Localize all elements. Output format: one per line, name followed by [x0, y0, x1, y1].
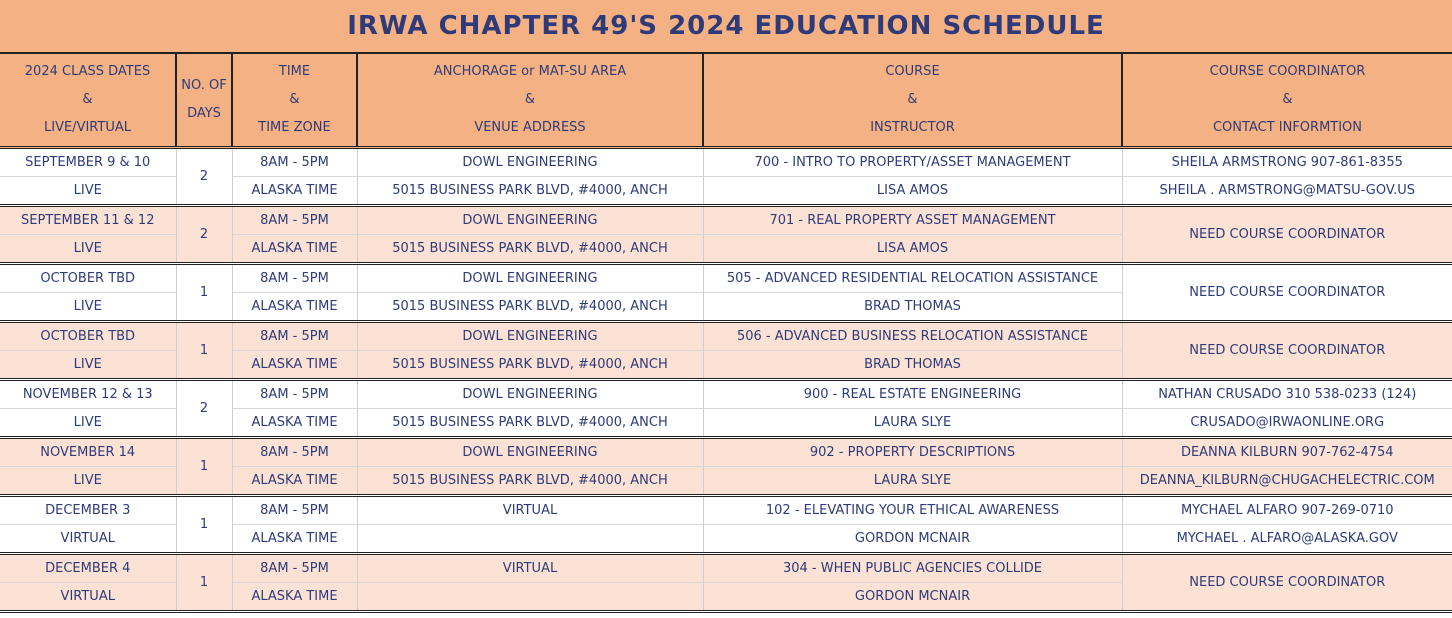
- day-count: 1: [176, 496, 232, 554]
- day-count: 2: [176, 148, 232, 206]
- header-time: [232, 54, 357, 148]
- header-dates-line2: &: [82, 92, 93, 107]
- header-coordinator-line1: COURSE COORDINATOR: [1209, 64, 1366, 79]
- instructor-name: LISA AMOS: [703, 177, 1122, 206]
- instructor-name: BRAD THOMAS: [703, 293, 1122, 322]
- class-date: OCTOBER TBD: [0, 322, 176, 351]
- header-venue-line3: VENUE ADDRESS: [474, 120, 586, 135]
- venue-address: 5015 BUSINESS PARK BLVD, #4000, ANCH: [357, 293, 703, 322]
- class-time: 8AM - 5PM: [232, 496, 357, 525]
- course-name: 304 - WHEN PUBLIC AGENCIES COLLIDE: [703, 554, 1122, 583]
- coordinator-name: MYCHAEL ALFARO 907-269-0710: [1122, 496, 1452, 525]
- time-zone: ALASKA TIME: [232, 467, 357, 496]
- class-mode: LIVE: [0, 409, 176, 438]
- class-mode: LIVE: [0, 293, 176, 322]
- time-zone: ALASKA TIME: [232, 293, 357, 322]
- coordinator-name: NEED COURSE COORDINATOR: [1122, 206, 1452, 264]
- course-name: 701 - REAL PROPERTY ASSET MANAGEMENT: [703, 206, 1122, 235]
- venue-name: DOWL ENGINEERING: [357, 206, 703, 235]
- course-group: [0, 322, 1452, 380]
- day-count: 1: [176, 322, 232, 380]
- header-days: [176, 54, 232, 148]
- time-zone: ALASKA TIME: [232, 177, 357, 206]
- course-name: 700 - INTRO TO PROPERTY/ASSET MANAGEMENT: [703, 148, 1122, 177]
- venue-name: DOWL ENGINEERING: [357, 322, 703, 351]
- day-count: 2: [176, 380, 232, 438]
- venue-name: DOWL ENGINEERING: [357, 380, 703, 409]
- header-course: [703, 54, 1122, 148]
- time-zone: ALASKA TIME: [232, 525, 357, 554]
- header-time-line1: TIME: [278, 64, 311, 79]
- class-date: OCTOBER TBD: [0, 264, 176, 293]
- coordinator-contact[interactable]: MYCHAEL . ALFARO@ALASKA.GOV: [1122, 525, 1452, 554]
- venue-name: DOWL ENGINEERING: [357, 148, 703, 177]
- venue-name: DOWL ENGINEERING: [357, 438, 703, 467]
- time-zone: ALASKA TIME: [232, 351, 357, 380]
- class-date: DECEMBER 3: [0, 496, 176, 525]
- venue-address: [357, 583, 703, 612]
- class-time: 8AM - 5PM: [232, 322, 357, 351]
- header-course-line1: COURSE: [885, 64, 940, 79]
- course-name: 902 - PROPERTY DESCRIPTIONS: [703, 438, 1122, 467]
- coordinator-name: NEED COURSE COORDINATOR: [1122, 264, 1452, 322]
- table-row: [0, 380, 1452, 409]
- table-row: [0, 264, 1452, 293]
- time-zone: ALASKA TIME: [232, 235, 357, 264]
- class-date: SEPTEMBER 9 & 10: [0, 148, 176, 177]
- coordinator-contact[interactable]: DEANNA_KILBURN@CHUGACHELECTRIC.COM: [1122, 467, 1452, 496]
- class-mode: VIRTUAL: [0, 583, 176, 612]
- class-mode: LIVE: [0, 467, 176, 496]
- course-group: [0, 554, 1452, 612]
- header-days-line1: NO. OF: [181, 78, 227, 93]
- class-mode: LIVE: [0, 235, 176, 264]
- header-time-line3: TIME ZONE: [258, 120, 331, 135]
- course-group: [0, 496, 1452, 554]
- course-group: [0, 206, 1452, 264]
- course-name: 102 - ELEVATING YOUR ETHICAL AWARENESS: [703, 496, 1122, 525]
- header-coordinator-line2: &: [1282, 92, 1293, 107]
- course-name: 900 - REAL ESTATE ENGINEERING: [703, 380, 1122, 409]
- class-time: 8AM - 5PM: [232, 554, 357, 583]
- venue-address: 5015 BUSINESS PARK BLVD, #4000, ANCH: [357, 235, 703, 264]
- header-dates-line3: LIVE/VIRTUAL: [44, 120, 131, 135]
- header-course-line3: INSTRUCTOR: [870, 120, 955, 135]
- class-mode: LIVE: [0, 351, 176, 380]
- instructor-name: GORDON MCNAIR: [703, 583, 1122, 612]
- table-row: [0, 496, 1452, 525]
- page-title: IRWA CHAPTER 49'S 2024 EDUCATION SCHEDULE: [0, 0, 1452, 54]
- coordinator-contact[interactable]: SHEILA . ARMSTRONG@MATSU-GOV.US: [1122, 177, 1452, 206]
- coordinator-name: DEANNA KILBURN 907-762-4754: [1122, 438, 1452, 467]
- course-name: 506 - ADVANCED BUSINESS RELOCATION ASSISTANCE: [703, 322, 1122, 351]
- header-coordinator-line3: CONTACT INFORMTION: [1212, 120, 1363, 135]
- class-date: DECEMBER 4: [0, 554, 176, 583]
- coordinator-name: NATHAN CRUSADO 310 538-0233 (124): [1122, 380, 1452, 409]
- header-days-line2: DAYS: [187, 106, 221, 121]
- instructor-name: GORDON MCNAIR: [703, 525, 1122, 554]
- day-count: 1: [176, 438, 232, 496]
- class-date: NOVEMBER 12 & 13: [0, 380, 176, 409]
- header-dates: [0, 54, 176, 148]
- header-venue: [357, 54, 703, 148]
- class-time: 8AM - 5PM: [232, 148, 357, 177]
- class-date: NOVEMBER 14: [0, 438, 176, 467]
- venue-name: VIRTUAL: [357, 554, 703, 583]
- table-row: [0, 206, 1452, 235]
- class-time: 8AM - 5PM: [232, 264, 357, 293]
- class-time: 8AM - 5PM: [232, 438, 357, 467]
- course-name: 505 - ADVANCED RESIDENTIAL RELOCATION ASSISTANCE: [703, 264, 1122, 293]
- venue-address: [357, 525, 703, 554]
- course-group: [0, 264, 1452, 322]
- class-mode: LIVE: [0, 177, 176, 206]
- venue-address: 5015 BUSINESS PARK BLVD, #4000, ANCH: [357, 467, 703, 496]
- class-mode: VIRTUAL: [0, 525, 176, 554]
- venue-name: VIRTUAL: [357, 496, 703, 525]
- venue-address: 5015 BUSINESS PARK BLVD, #4000, ANCH: [357, 351, 703, 380]
- table-row: [0, 148, 1452, 177]
- class-date: SEPTEMBER 11 & 12: [0, 206, 176, 235]
- header-venue-line1: ANCHORAGE or MAT-SU AREA: [433, 64, 627, 79]
- header-course-line2: &: [907, 92, 918, 107]
- course-group: [0, 148, 1452, 206]
- instructor-name: LAURA SLYE: [703, 409, 1122, 438]
- class-time: 8AM - 5PM: [232, 206, 357, 235]
- time-zone: ALASKA TIME: [232, 409, 357, 438]
- venue-name: DOWL ENGINEERING: [357, 264, 703, 293]
- coordinator-name: NEED COURSE COORDINATOR: [1122, 554, 1452, 612]
- header-time-line2: &: [289, 92, 300, 107]
- table-row: [0, 322, 1452, 351]
- course-group: [0, 438, 1452, 496]
- header-venue-line2: &: [524, 92, 536, 107]
- course-group: [0, 380, 1452, 438]
- instructor-name: LAURA SLYE: [703, 467, 1122, 496]
- coordinator-name: SHEILA ARMSTRONG 907-861-8355: [1122, 148, 1452, 177]
- table-row: [0, 554, 1452, 583]
- day-count: 2: [176, 206, 232, 264]
- coordinator-contact[interactable]: CRUSADO@IRWAONLINE.ORG: [1122, 409, 1452, 438]
- venue-address: 5015 BUSINESS PARK BLVD, #4000, ANCH: [357, 409, 703, 438]
- header-coordinator: [1122, 54, 1452, 148]
- header-dates-line1: 2024 CLASS DATES: [24, 64, 151, 79]
- venue-address: 5015 BUSINESS PARK BLVD, #4000, ANCH: [357, 177, 703, 206]
- day-count: 1: [176, 264, 232, 322]
- class-time: 8AM - 5PM: [232, 380, 357, 409]
- table-row: [0, 438, 1452, 467]
- header-row: [0, 54, 1452, 148]
- instructor-name: LISA AMOS: [703, 235, 1122, 264]
- coordinator-name: NEED COURSE COORDINATOR: [1122, 322, 1452, 380]
- time-zone: ALASKA TIME: [232, 583, 357, 612]
- day-count: 1: [176, 554, 232, 612]
- instructor-name: BRAD THOMAS: [703, 351, 1122, 380]
- schedule-table: [0, 54, 1452, 613]
